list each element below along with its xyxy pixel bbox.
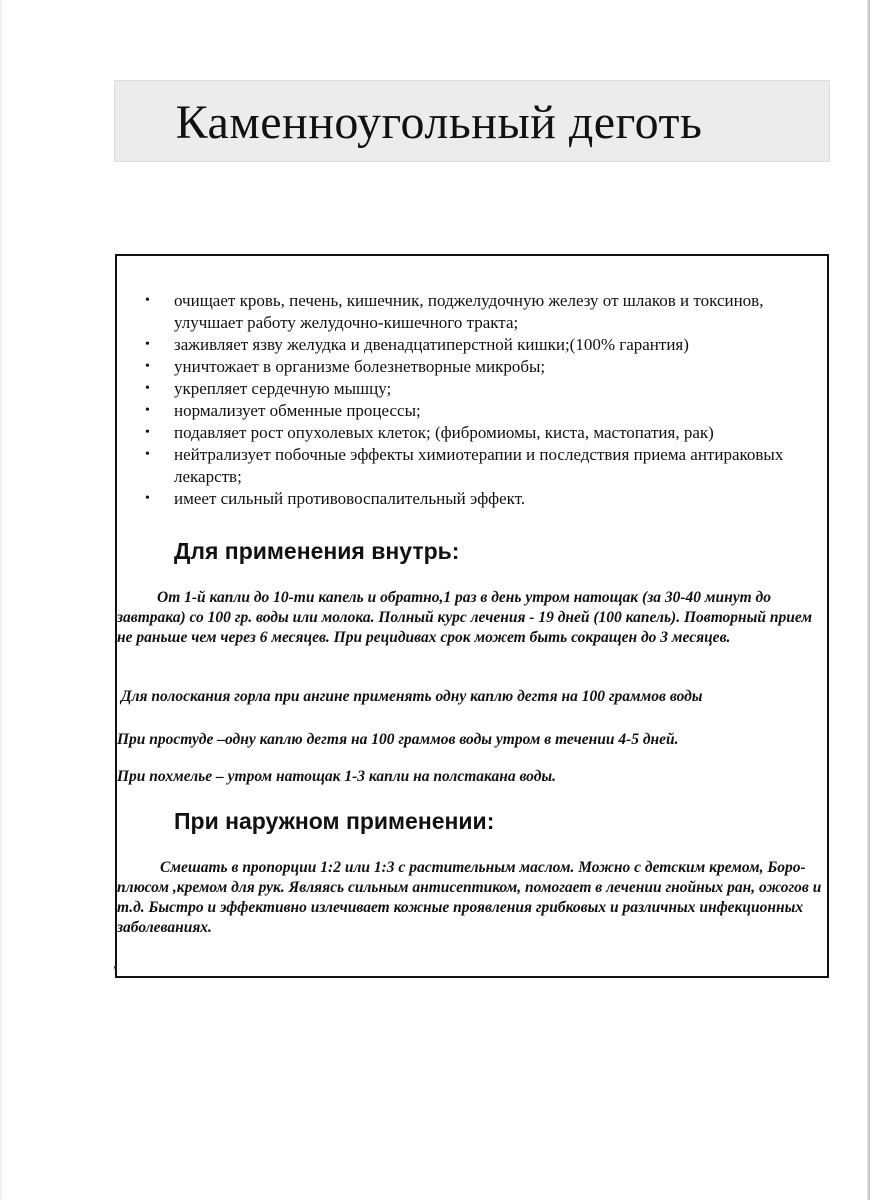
list-item-text: очищает кровь, печень, кишечник, поджелудочную железу от шлаков и токсинов, улучшает работу желудочно-кишечного тракта; (174, 291, 764, 332)
list-item (145, 422, 815, 444)
page-title: Каменноугольный деготь (175, 96, 703, 149)
list-item-text: нейтрализует побочные эффекты химиотерапии и последствия приема антираковых лекарств; (174, 445, 784, 486)
list-item (145, 290, 815, 334)
list-item-text: заживляет язву желудка и двенадцатиперстной кишки;(100% гарантия) (174, 335, 689, 354)
benefits-list (145, 290, 815, 510)
list-item-text: имеет сильный противовоспалительный эффект. (174, 489, 526, 508)
list-item (145, 400, 815, 422)
bullet-icon: • (145, 293, 150, 308)
scan-speck (114, 966, 117, 969)
page-right-edge (867, 0, 870, 1200)
throat-rinse-paragraph: Для полоскания горла при ангине применять одну каплю дегтя на 100 граммов воды (121, 688, 703, 705)
list-item (145, 378, 815, 400)
bullet-icon: • (145, 381, 150, 396)
list-item-text: уничтожает в организме болезнетворные микробы; (174, 357, 546, 376)
list-item-text: нормализует обменные процессы; (174, 401, 421, 420)
bullet-icon: • (145, 359, 150, 374)
bullet-icon: • (145, 491, 150, 506)
list-item (145, 334, 815, 356)
list-item (145, 356, 815, 378)
bullet-icon: • (145, 337, 150, 352)
bullet-icon: • (145, 403, 150, 418)
bullet-icon: • (145, 425, 150, 440)
bullet-icon: • (145, 447, 150, 462)
internal-use-heading: Для применения внутрь: (174, 538, 460, 564)
page-left-edge (0, 0, 2, 1200)
list-item (145, 444, 815, 488)
list-item (145, 488, 815, 510)
external-use-heading: При наружном применении: (174, 808, 495, 834)
dosage-paragraph: От 1-й капли до 10-ти капель и обратно,1 раз в день утром натощак (за 30-40 минут до завтрака) со 100 гр. воды или молока. Полный курс лечения - 19 дней (100 капель). Повторный прием не раньше чем через 6 месяцев. При рецидивах срок может быть сокращен до 3 месяцев. (117, 589, 813, 646)
list-item-text: подавляет рост опухолевых клеток; (фибромиомы, киста, мастопатия, рак) (174, 423, 714, 442)
list-item-text: укрепляет сердечную мышцу; (174, 379, 392, 398)
cold-paragraph: При простуде –одну каплю дегтя на 100 граммов воды утром в течении 4-5 дней. (117, 731, 679, 748)
hangover-paragraph: При похмелье – утром натощак 1-3 капли на полстакана воды. (117, 768, 557, 785)
external-use-paragraph: Смешать в пропорции 1:2 или 1:3 с растительным маслом. Можно с детским кремом, Боро-плюсом ,кремом для рук. Являясь сильным антисептиком, помогает в лечении гнойных ран, ожогов и т.д. Быстро и эффективно излечивает кожные проявления грибковых и различных инфекционных заболеваниях. (117, 859, 822, 936)
